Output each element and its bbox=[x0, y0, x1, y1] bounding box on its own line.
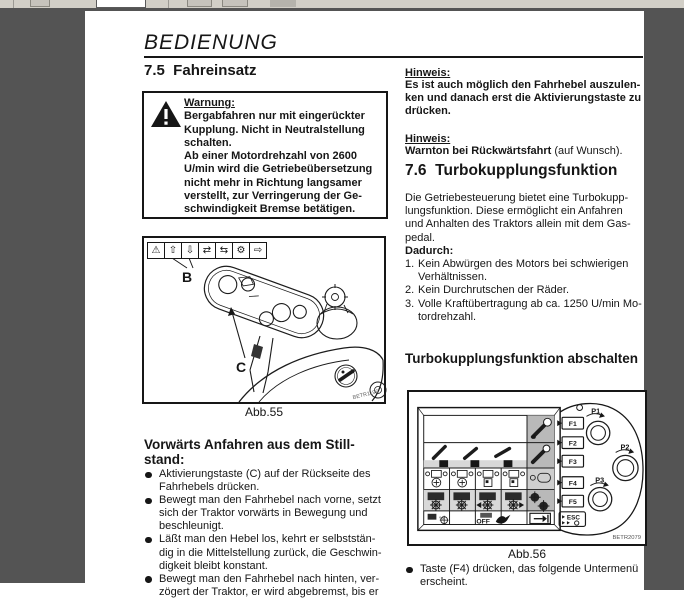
toolbar-indicator bbox=[270, 0, 296, 7]
navigation-panel bbox=[0, 8, 85, 583]
bullet-list bbox=[144, 468, 388, 599]
list-item: Taste (F4) drücken, das folgende Untermenü erscheint. bbox=[405, 563, 647, 589]
note-normal-text: (auf Wunsch). bbox=[551, 145, 623, 157]
f3-button-label: F3 bbox=[568, 459, 577, 467]
document-page bbox=[85, 11, 644, 598]
note-text bbox=[405, 145, 647, 158]
item-text: Kein Abwürgen des Motors bei schwierigen Verhältnissen. bbox=[418, 258, 629, 284]
figure-56 bbox=[407, 390, 647, 546]
list-item: Läßt man den Hebel los, kehrt er selbststän- dig in die Mittelstellung zurück, die Geschwin- digkeit bleibt konstant. bbox=[144, 533, 388, 572]
figure55-label-c: C bbox=[236, 359, 247, 375]
p3-knob-label: P3 bbox=[595, 475, 605, 485]
f1-button-label: F1 bbox=[568, 421, 577, 429]
warning-triangle-icon: ⚠ bbox=[147, 242, 165, 259]
bullet-list bbox=[405, 563, 647, 589]
f5-button-label: F5 bbox=[568, 499, 577, 507]
list-item bbox=[405, 284, 647, 297]
toolbar-separator bbox=[168, 0, 169, 8]
section-heading-7-6: 7.6 Turbokupplungsfunktion bbox=[405, 162, 618, 179]
figure55-caption: Abb.55 bbox=[244, 405, 284, 419]
note-text: Es ist auch möglich den Fahrhebel auszulen- ken und danach erst die Aktivierungstaste zu drücken. bbox=[405, 79, 642, 118]
title-rule bbox=[144, 56, 643, 58]
control-panel-illustration bbox=[409, 392, 645, 544]
figure-55 bbox=[142, 236, 386, 404]
down-arrow-icon: ⇩ bbox=[181, 242, 199, 259]
note-block-2 bbox=[405, 133, 647, 158]
figure56-code: BETR2079 bbox=[612, 535, 641, 542]
esc-label: ESC bbox=[566, 514, 580, 522]
toolbar-button[interactable] bbox=[187, 0, 212, 7]
item-text: Volle Kraftübertragung ab ca. 1250 U/min Mo- tordrehzahl. bbox=[418, 297, 642, 323]
list-item: Bewegt man den Fahrhebel nach hinten, ver- zögert der Traktor, er wird abgebremst, bis er bbox=[144, 573, 388, 599]
dadurch-label: Dadurch: bbox=[405, 245, 454, 257]
intro-paragraph: Die Getriebesteuerung bietet eine Turbokupp- lungsfunktion. Diese ermöglicht ein Anfahren und Anhalten des Traktors allein mit dem Gas- pedal. bbox=[405, 192, 631, 244]
list-item: Bewegt man den Fahrhebel nach vorne, setzt sich der Traktor vorwärts in Bewegung und beschleunigt. bbox=[144, 494, 388, 533]
figure55-code: BETR1196 bbox=[352, 388, 380, 402]
f2-button-label: F2 bbox=[568, 440, 577, 448]
warning-text: Bergabfahren nur mit eingerückter Kupplung. Nicht in Neutralstellung schalten. Ab einer Motordrehzahl von 2600 U/min wird die Getriebeübersetzung nicht mehr in Richtung langsamer verstellt, zur Verringerung der Ge- schwindigkeit Bremse betätigen. bbox=[184, 110, 373, 216]
canvas-margin-right bbox=[644, 8, 684, 590]
note-label: Hinweis: bbox=[405, 67, 451, 79]
toolbar-separator bbox=[13, 0, 14, 8]
item-number: 2. bbox=[405, 284, 415, 297]
f4-button-label: F4 bbox=[568, 480, 577, 488]
figure55-label-b: B bbox=[182, 269, 193, 285]
subheading-abschalten: Turbokupplungsfunktion abschalten bbox=[405, 351, 638, 366]
toolbar bbox=[0, 0, 684, 8]
p2-knob-label: P2 bbox=[620, 442, 630, 452]
right-arrow-icon: ⇨ bbox=[249, 242, 267, 259]
svg-text:%: % bbox=[439, 516, 444, 522]
note-label: Hinweis: bbox=[405, 133, 451, 145]
toolbar-combo-box[interactable] bbox=[96, 0, 146, 8]
page-title: BEDIENUNG bbox=[144, 31, 278, 54]
warning-box bbox=[142, 91, 388, 219]
swap-arrows-icon: ⇄ bbox=[198, 242, 216, 259]
item-number: 1. bbox=[405, 258, 415, 270]
shuttle-arrows-icon: ⇆ bbox=[215, 242, 233, 259]
section-heading-7-5: 7.5 Fahreinsatz bbox=[144, 62, 257, 79]
toolbar-button[interactable] bbox=[222, 0, 248, 7]
list-item bbox=[405, 298, 647, 324]
warning-title: Warnung: bbox=[184, 97, 235, 109]
joystick-illustration bbox=[144, 238, 384, 402]
figure55-icon-strip bbox=[147, 242, 266, 259]
p1-knob-label: P1 bbox=[591, 406, 601, 416]
subheading-vorwaerts: Vorwärts Anfahren aus dem Still- stand: bbox=[144, 437, 355, 467]
off-label: OFF bbox=[476, 518, 490, 526]
note-bold-text: Warnton bei Rückwärtsfahrt bbox=[405, 145, 552, 157]
item-number: 3. bbox=[405, 297, 415, 310]
figure56-caption: Abb.56 bbox=[507, 547, 547, 561]
list-item: Aktivierungstaste (C) auf der Rückseite des Fahrhebels drücken. bbox=[144, 468, 388, 494]
note-block-1 bbox=[405, 67, 647, 119]
list-item bbox=[405, 258, 647, 284]
up-arrow-icon: ⇧ bbox=[164, 242, 182, 259]
numbered-list bbox=[405, 258, 647, 324]
toolbar-button[interactable] bbox=[30, 0, 50, 7]
item-text: Kein Durchrutschen der Räder. bbox=[418, 284, 570, 297]
warning-triangle-icon bbox=[150, 100, 182, 128]
gear-icon: ⚙ bbox=[232, 242, 250, 259]
